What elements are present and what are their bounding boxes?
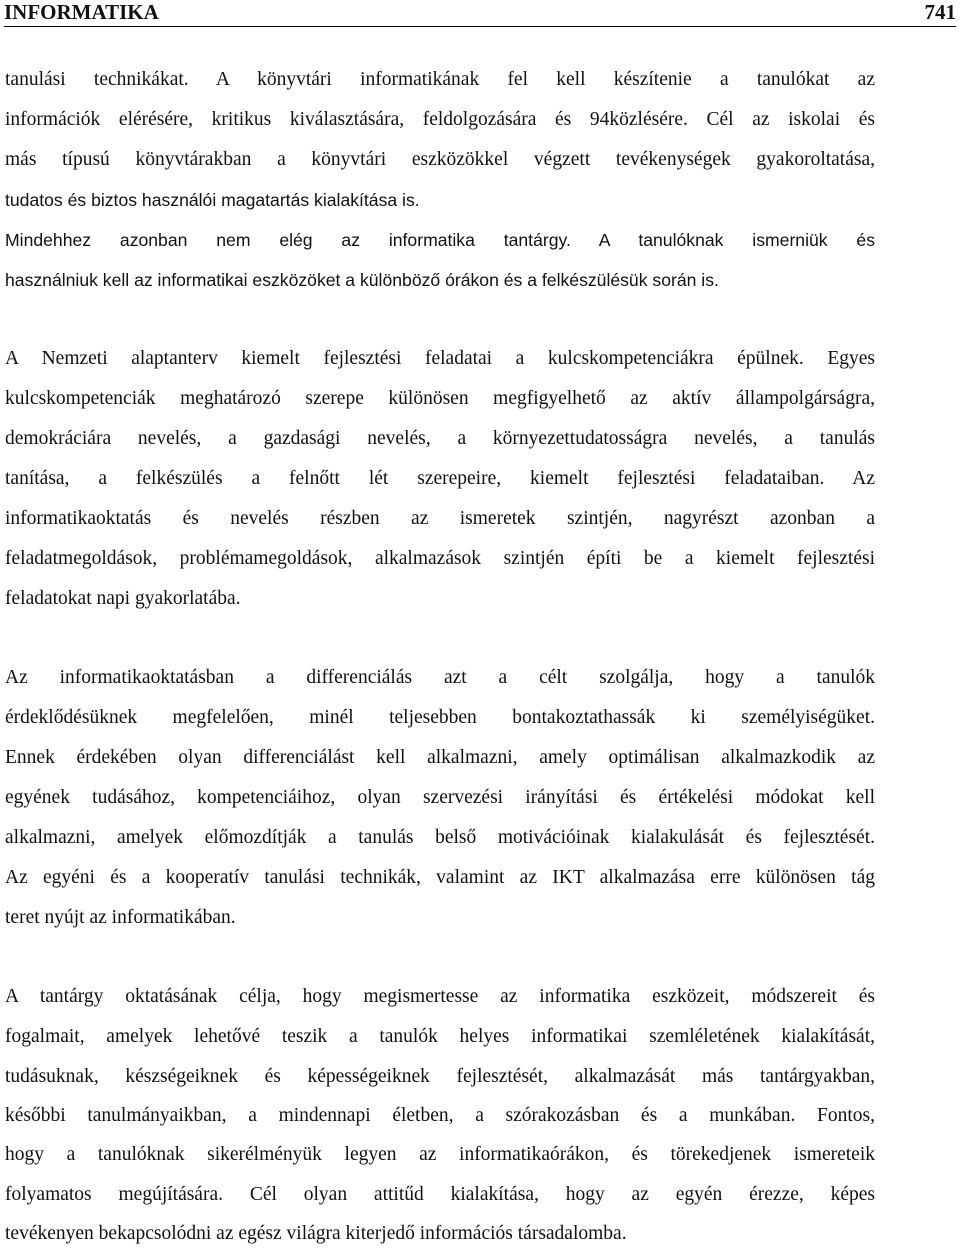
text-line: tevékenyen bekapcsolódni az egész világra kiterjedő információs társadalomba. bbox=[5, 1223, 627, 1244]
text-line: demokráciára nevelés, a gazdasági nevelés, a környezettudatosságra nevelés, a tanulás bbox=[5, 428, 875, 449]
text-line: tanítása, a felkészülés a felnőtt lét szerepeire, kiemelt fejlesztési feladataiban. Az bbox=[5, 468, 875, 489]
text-line: későbbi tanulmányaikban, a mindennapi életben, a szórakozásban és a munkában. Fontos, bbox=[5, 1105, 875, 1126]
text-line: információk elérésére, kritikus kiválasztására, feldolgozására és 94közlésére. Cél az iskolai és bbox=[5, 109, 875, 130]
text-line: egyének tudásához, kompetenciáihoz, olyan szervezési irányítási és értékelési módokat kell bbox=[5, 787, 875, 808]
text-line: fogalmait, amelyek lehetővé teszik a tanulók helyes informatikai szemléletének kialakítását, bbox=[5, 1026, 875, 1047]
text-line: érdeklődésüknek megfelelően, minél teljesebben bontakoztathassák ki személyiségüket. bbox=[5, 707, 875, 728]
text-line: folyamatos megújítására. Cél olyan attitűd kialakítása, hogy az egyén érezze, képes bbox=[5, 1184, 875, 1205]
header-title: INFORMATIKA bbox=[4, 0, 159, 24]
text-line: hogy a tanulóknak sikerélményük legyen az informatikaórákon, és törekedjenek ismereteik bbox=[5, 1144, 875, 1165]
text-line: A Nemzeti alaptanterv kiemelt fejlesztési feladatai a kulcskompetenciákra épülnek. Egyes bbox=[5, 348, 875, 369]
text-line: Mindehhez azonban nem elég az informatika tantárgy. A tanulóknak ismerniük és bbox=[5, 230, 875, 250]
text-line: tudásuknak, készségeiknek és képességeiknek fejlesztését, alkalmazását más tantárgyakban, bbox=[5, 1066, 875, 1087]
text-line: más típusú könyvtárakban a könyvtári eszközökkel végzett tevékenységek gyakoroltatása, bbox=[5, 149, 875, 170]
text-line: feladatokat napi gyakorlatába. bbox=[5, 588, 241, 609]
text-line: teret nyújt az informatikában. bbox=[5, 907, 236, 928]
text-line: alkalmazni, amelyek előmozdítják a tanulás belső motivációinak kialakulását és fejlesztését. bbox=[5, 827, 875, 848]
text-line: feladatmegoldások, problémamegoldások, alkalmazások szintjén építi be a kiemelt fejlesztési bbox=[5, 548, 875, 569]
text-line: A tantárgy oktatásának célja, hogy megismertesse az informatika eszközeit, módszereit és bbox=[5, 986, 875, 1007]
text-line: Az informatikaoktatásban a differenciálás azt a célt szolgálja, hogy a tanulók bbox=[5, 667, 875, 688]
text-line: informatikaoktatás és nevelés részben az ismeretek szintjén, nagyrészt azonban a bbox=[5, 508, 875, 529]
page-number: 741 bbox=[924, 0, 956, 24]
text-line: tudatos és biztos használói magatartás kialakítása is. bbox=[5, 190, 420, 210]
text-line: Az egyéni és a kooperatív tanulási technikák, valamint az IKT alkalmazása erre különösen tág bbox=[5, 867, 875, 888]
page-header bbox=[4, 0, 956, 27]
text-line: Ennek érdekében olyan differenciálást kell alkalmazni, amely optimálisan alkalmazkodik az bbox=[5, 747, 875, 768]
text-line: használniuk kell az informatikai eszközöket a különböző órákon és a felkészülésük során is. bbox=[5, 270, 719, 290]
text-line: kulcskompetenciák meghatározó szerepe különösen megfigyelhető az aktív állampolgárságra, bbox=[5, 388, 875, 409]
text-line: tanulási technikákat. A könyvtári informatikának fel kell készítenie a tanulókat az bbox=[5, 69, 875, 90]
